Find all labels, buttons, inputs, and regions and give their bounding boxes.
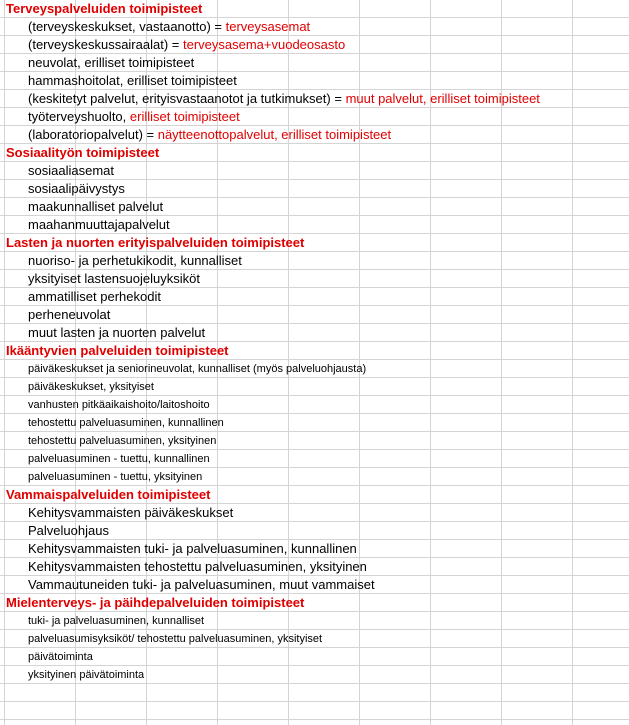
cell-item[interactable]: [0, 648, 629, 666]
cell-item[interactable]: [0, 306, 629, 324]
cell-item[interactable]: [0, 252, 629, 270]
cell-text: yksityinen päivätoiminta: [28, 669, 145, 681]
cell-item[interactable]: [0, 126, 629, 144]
cell-item[interactable]: [0, 396, 629, 414]
section-header[interactable]: [0, 486, 629, 504]
cell-text: sosiaalipäivystys: [28, 181, 125, 196]
cell-text: yksityiset lastensuojeluyksiköt: [28, 271, 200, 286]
cell-text: ammatilliset perhekodit: [28, 289, 161, 304]
cell-item[interactable]: [0, 288, 629, 306]
cell-item[interactable]: [0, 54, 629, 72]
cell-note: muut palvelut, erilliset toimipisteet: [345, 91, 540, 106]
cell-text: muut lasten ja nuorten palvelut: [28, 325, 206, 340]
cell-item[interactable]: [0, 522, 629, 540]
section-title: Sosiaalityön toimipisteet: [6, 145, 160, 160]
cell-text: päiväkeskukset ja seniorineuvolat, kunnalliset (myös palveluohjausta): [28, 363, 367, 375]
cell-text: maahanmuuttajapalvelut: [28, 217, 170, 232]
section-header[interactable]: [0, 0, 629, 18]
section-header[interactable]: [0, 144, 629, 162]
cell-item[interactable]: [0, 198, 629, 216]
cell-text: Kehitysvammaisten tehostettu palveluasuminen, yksityinen: [28, 559, 367, 574]
cell-item[interactable]: [0, 72, 629, 90]
cell-text: vanhusten pitkäaikaishoito/laitoshoito: [28, 399, 210, 411]
cell-text: sosiaaliasemat: [28, 163, 114, 178]
section-header[interactable]: [0, 342, 629, 360]
cell-note: näytteenottopalvelut, erilliset toimipisteet: [157, 127, 392, 142]
cell-item[interactable]: [0, 540, 629, 558]
cell-item[interactable]: [0, 180, 629, 198]
cell-item[interactable]: [0, 504, 629, 522]
cell-item[interactable]: [0, 576, 629, 594]
section-title: Vammaispalveluiden toimipisteet: [6, 487, 211, 502]
cell-text: Palveluohjaus: [28, 523, 109, 538]
cell-note: terveysasema+vuodeosasto: [182, 37, 346, 52]
cell-item[interactable]: [0, 36, 629, 54]
cell-text: tehostettu palveluasuminen, yksityinen: [28, 435, 217, 447]
cell-item[interactable]: [0, 468, 629, 486]
cell-item[interactable]: [0, 378, 629, 396]
section-title: Mielenterveys- ja päihdepalveluiden toimipisteet: [6, 595, 305, 610]
cell-text: maakunnalliset palvelut: [28, 199, 164, 214]
cell-item[interactable]: [0, 216, 629, 234]
cell-item[interactable]: [0, 108, 629, 126]
cell-item[interactable]: [0, 450, 629, 468]
cell-text: päivätoiminta: [28, 651, 93, 663]
cell-text: Vammautuneiden tuki- ja palveluasuminen, muut vammaiset: [28, 577, 375, 592]
cell-text: työterveyshuolto,: [28, 109, 130, 124]
cell-text: tehostettu palveluasuminen, kunnallinen: [28, 417, 224, 429]
cell-text: neuvolat, erilliset toimipisteet: [28, 55, 195, 70]
section-header[interactable]: [0, 234, 629, 252]
cell-text: hammashoitolat, erilliset toimipisteet: [28, 73, 237, 88]
cell-item[interactable]: [0, 630, 629, 648]
cell-text: Kehitysvammaisten päiväkeskukset: [28, 505, 234, 520]
cell-text: päiväkeskukset, yksityiset: [28, 381, 154, 393]
cell-text: palveluasuminen - tuettu, yksityinen: [28, 471, 203, 483]
cell-text: tuki- ja palveluasuminen, kunnalliset: [28, 615, 205, 627]
cell-item[interactable]: [0, 162, 629, 180]
cell-item[interactable]: [0, 324, 629, 342]
cell-text: palveluasuminen - tuettu, kunnallinen: [28, 453, 210, 465]
cell-note: terveysasemat: [225, 19, 311, 34]
cell-item[interactable]: [0, 612, 629, 630]
section-title: Lasten ja nuorten erityispalveluiden toimipisteet: [6, 235, 305, 250]
cell-text: (laboratoriopalvelut) =: [28, 127, 158, 142]
cell-text: palveluasumisyksiköt/ tehostettu palveluasuminen, yksityiset: [28, 633, 323, 645]
cell-item[interactable]: [0, 360, 629, 378]
section-header[interactable]: [0, 594, 629, 612]
cell-item[interactable]: [0, 18, 629, 36]
cell-text: (terveyskeskussairaalat) =: [28, 37, 183, 52]
cell-text: (keskitetyt palvelut, erityisvastaanotot ja tutkimukset) =: [28, 91, 346, 106]
cell-text: perheneuvolat: [28, 307, 111, 322]
cell-item[interactable]: [0, 432, 629, 450]
cell-text: (terveyskeskukset, vastaanotto) =: [28, 19, 226, 34]
cell-item[interactable]: [0, 414, 629, 432]
cell-item[interactable]: [0, 90, 629, 108]
section-title: Terveyspalveluiden toimipisteet: [6, 1, 203, 16]
cell-item[interactable]: [0, 558, 629, 576]
cell-text: Kehitysvammaisten tuki- ja palveluasuminen, kunnallinen: [28, 541, 357, 556]
cell-item[interactable]: [0, 270, 629, 288]
cell-text: nuoriso- ja perhetukikodit, kunnalliset: [28, 253, 242, 268]
cell-item[interactable]: [0, 666, 629, 684]
section-title: Ikääntyvien palveluiden toimipisteet: [6, 343, 229, 358]
cell-note: erilliset toimipisteet: [129, 109, 240, 124]
